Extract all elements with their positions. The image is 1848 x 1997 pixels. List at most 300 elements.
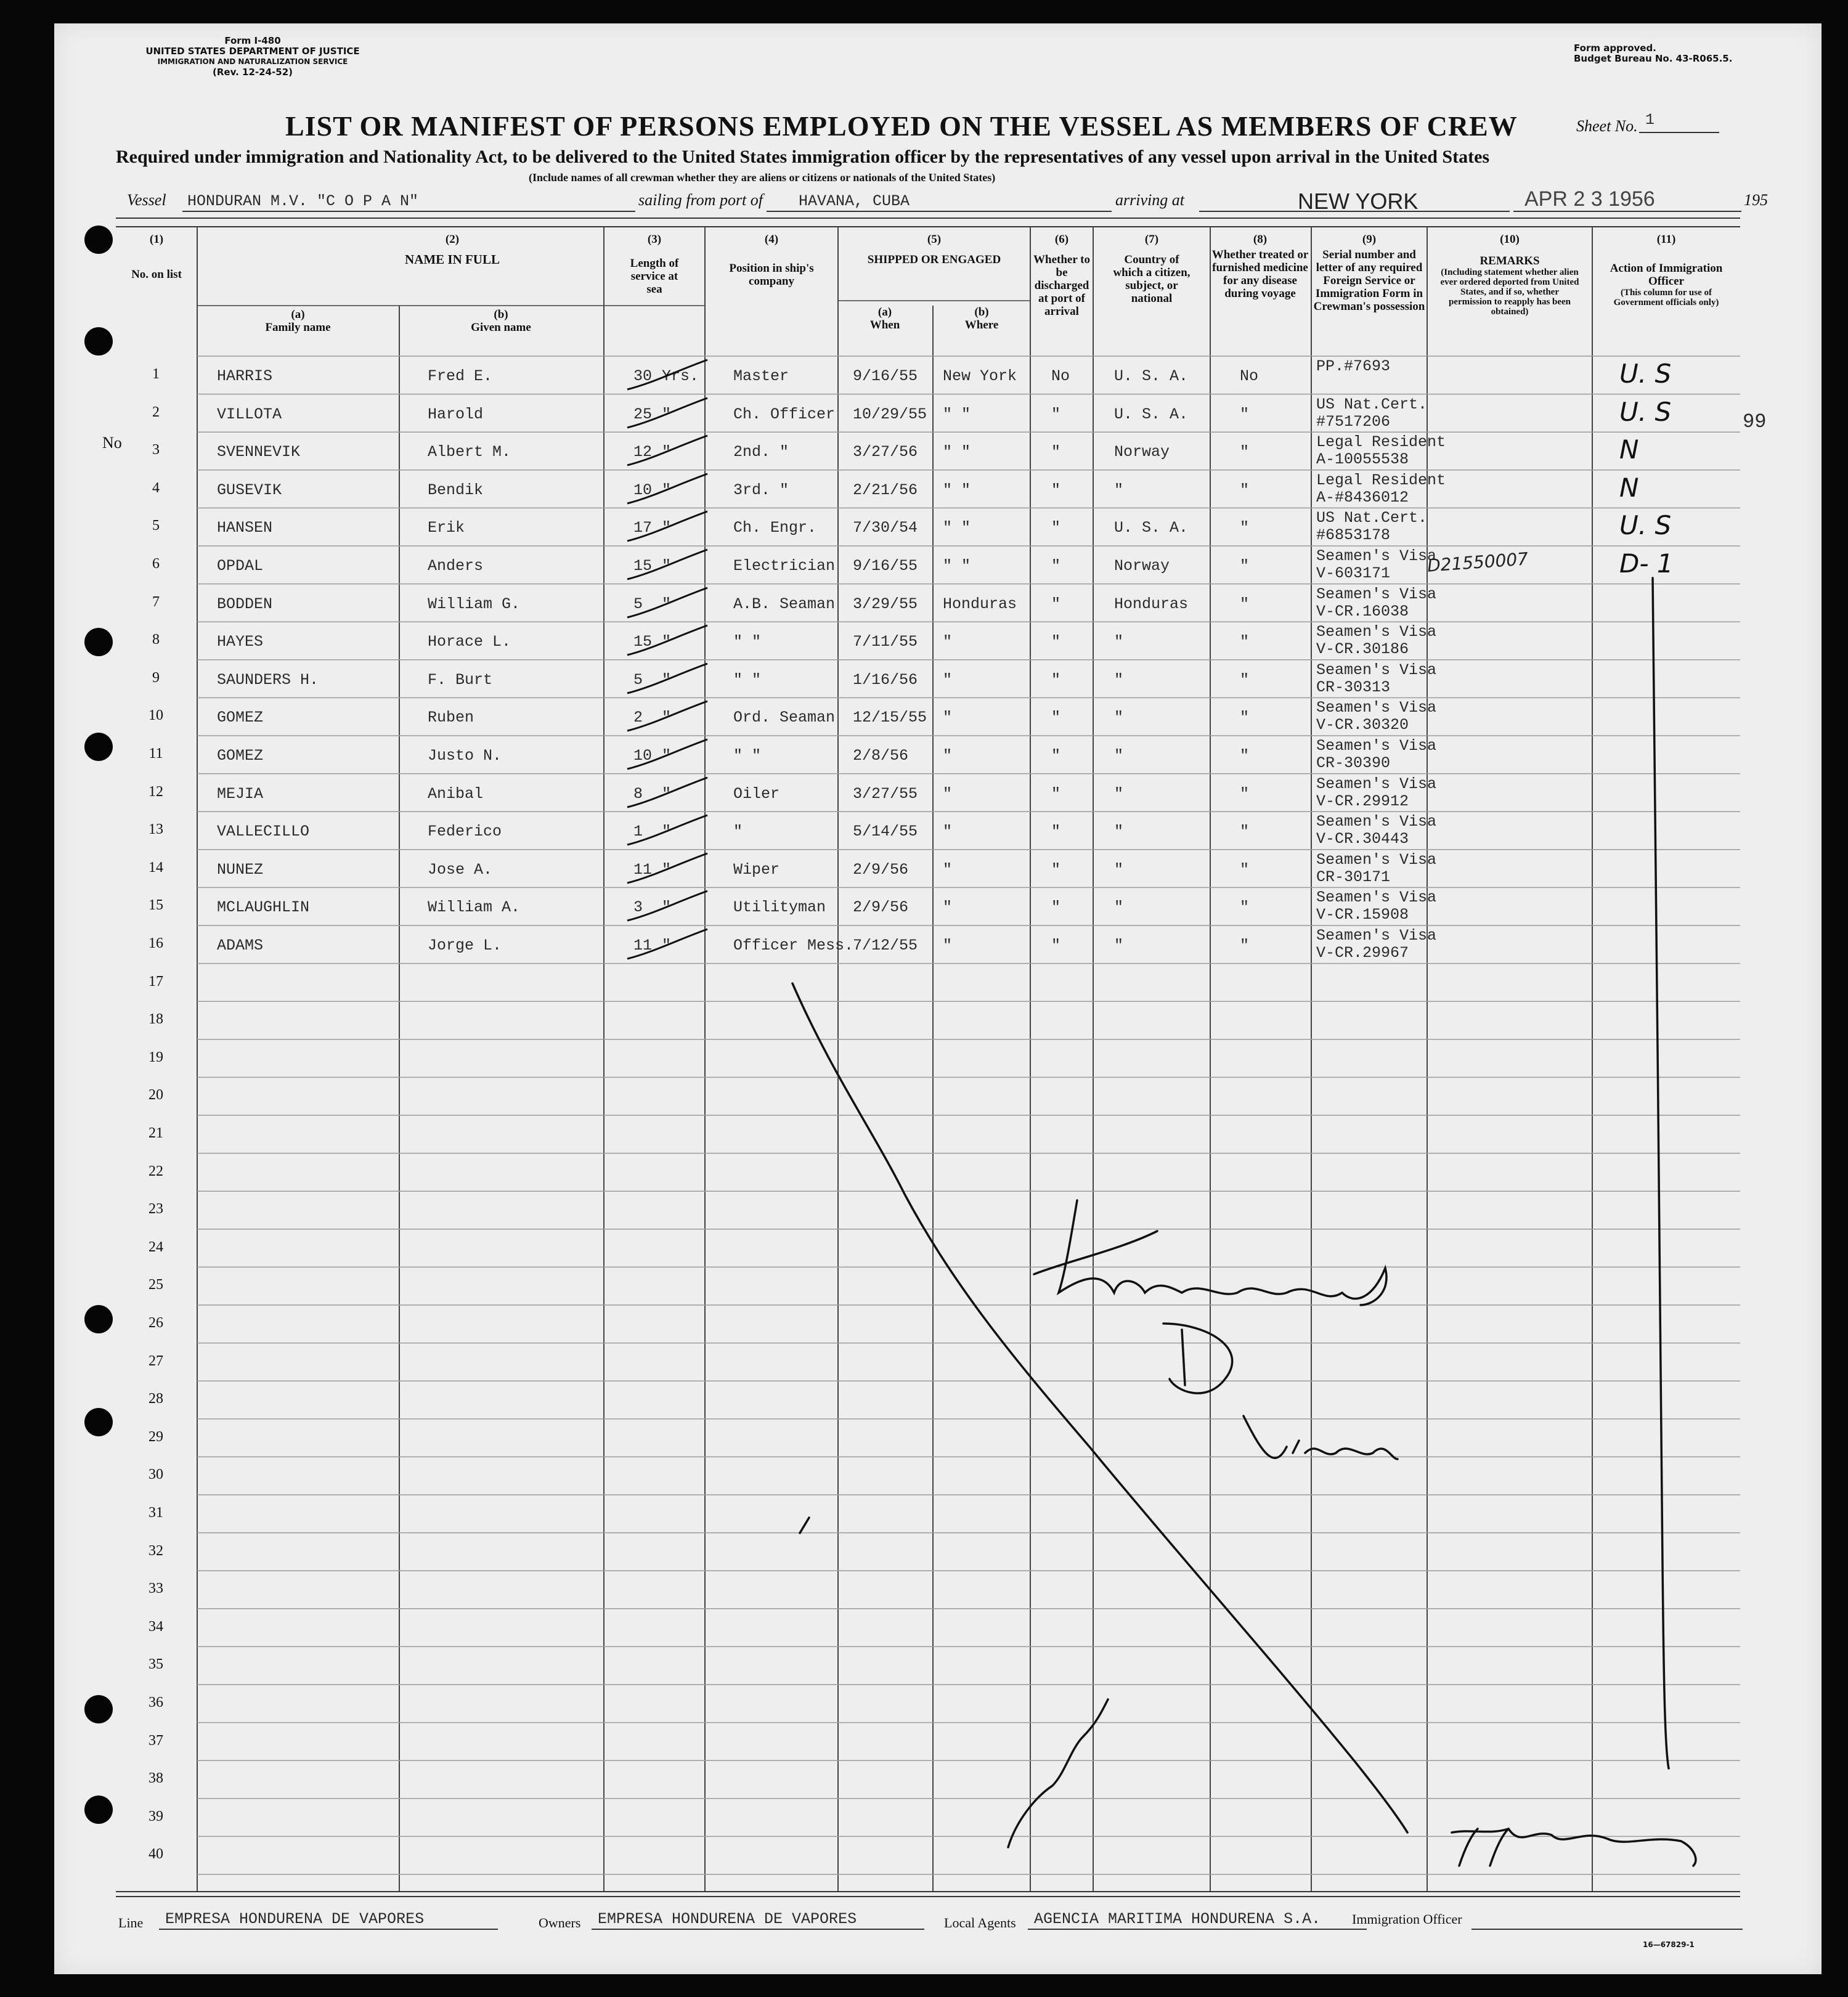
service-strike-mark [621, 928, 714, 965]
col5a-title: When [869, 319, 900, 331]
row-number: 34 [149, 1618, 163, 1635]
shipped-where: " " [943, 557, 971, 575]
position: " " [733, 670, 762, 689]
row-number: 15 [149, 897, 163, 914]
service-length: 11 [633, 937, 653, 954]
country: U. S. A. [1114, 367, 1189, 385]
col2a-title: Family name [265, 321, 331, 334]
document-line1: PP.#7693 [1316, 357, 1391, 375]
service-length: 10 [633, 747, 653, 765]
family-name: HAYES [217, 633, 264, 651]
service-length: 5 [633, 595, 643, 613]
sheet-label: Sheet No. [1576, 117, 1638, 135]
document-line1: Seamen's Visa [1316, 699, 1437, 717]
medicine: No [1240, 367, 1259, 385]
position: Officer Mess. [733, 937, 854, 954]
service-length: 15 [633, 557, 653, 575]
binder-hole [84, 628, 113, 656]
col5b-number: (b) [974, 306, 989, 319]
revision: (Rev. 12-24-52) [213, 67, 293, 78]
given-name: Harold [428, 405, 484, 423]
row-number: 28 [149, 1391, 163, 1407]
shipped-where: " [943, 633, 953, 651]
col3-number: (3) [647, 233, 662, 246]
col10-number: (10) [1500, 233, 1520, 246]
country: " [1114, 747, 1124, 765]
country: Norway [1114, 557, 1170, 575]
country: " [1114, 709, 1124, 727]
service-unit: " [662, 595, 672, 613]
given-name: Fred E. [428, 367, 493, 385]
family-name: BODDEN [217, 595, 273, 613]
country: U. S. A. [1114, 519, 1189, 537]
officer-action: N [1619, 472, 1639, 503]
col9-title: Serial number and letter of any required Foreign Service or Immigration Form in Crewman's possession [1313, 248, 1425, 313]
document-line1: Legal Resident [1316, 471, 1446, 489]
document-line2: CR-30390 [1316, 754, 1391, 772]
medicine: " [1240, 784, 1250, 803]
document-line2: CR-30171 [1316, 868, 1391, 886]
medicine: " [1240, 595, 1250, 613]
service-length: 8 [633, 784, 643, 803]
shipped-where: " " [943, 481, 971, 499]
document-line1: US Nat.Cert. [1316, 395, 1428, 413]
shipped-where: " " [943, 519, 971, 537]
col5-number: (5) [927, 233, 942, 246]
family-name: VALLECILLO [217, 823, 310, 841]
shipped-when: 10/29/55 [853, 405, 927, 423]
service-unit: " [662, 784, 672, 803]
shipped-where: " [943, 860, 953, 879]
family-name: OPDAL [217, 557, 264, 575]
medicine: " [1240, 443, 1250, 462]
manifest-sheet [54, 23, 1822, 1974]
country: " [1114, 937, 1124, 954]
service-strike-mark [621, 587, 714, 624]
given-name: Anders [428, 557, 484, 575]
document-line1: Seamen's Visa [1316, 737, 1437, 755]
shipped-when: 7/12/55 [853, 937, 918, 954]
service-length: 10 [633, 481, 653, 499]
shipped-when: 2/21/56 [853, 481, 918, 499]
family-name: VILLOTA [217, 405, 282, 423]
given-name: Anibal [428, 784, 484, 803]
col2-number: (2) [445, 233, 460, 246]
position: Ch. Engr. [733, 519, 817, 537]
service-unit: " [662, 747, 672, 765]
medicine: " [1240, 405, 1250, 423]
family-name: NUNEZ [217, 860, 264, 879]
medicine: " [1240, 481, 1250, 499]
discharge: " [1051, 823, 1061, 841]
country: " [1114, 481, 1124, 499]
col2b-number: (b) [494, 308, 508, 321]
col5-title: SHIPPED OR ENGAGED [867, 253, 1001, 266]
col11-note: (This column for use of Government officials only) [1613, 288, 1719, 307]
row-number: 19 [149, 1049, 163, 1065]
document-line1: Seamen's Visa [1316, 850, 1437, 869]
document-line1: Seamen's Visa [1316, 585, 1437, 603]
service-strike-mark [621, 473, 714, 510]
row-number: 31 [149, 1505, 163, 1521]
agents-label: Local Agents [944, 1915, 1016, 1930]
row-number: 8 [152, 632, 160, 648]
service-unit: " [662, 557, 672, 575]
family-name: HARRIS [217, 367, 273, 385]
document-line1: Seamen's Visa [1316, 775, 1437, 793]
medicine: " [1240, 709, 1250, 727]
position: 3rd. " [733, 481, 789, 499]
binder-hole [84, 1796, 113, 1824]
col10-title: REMARKS [1480, 254, 1540, 267]
medicine: " [1240, 823, 1250, 841]
officer-action: U. S [1619, 359, 1672, 389]
row-number: 36 [149, 1694, 163, 1710]
discharge: " [1051, 860, 1061, 879]
shipped-when: 2/8/56 [853, 747, 909, 765]
shipped-when: 3/27/56 [853, 443, 918, 462]
row-number: 30 [149, 1466, 163, 1483]
col10-note: (Including statement whether alien ever ordered deported from United States, and if so, whether permission to reapply has been obtained) [1440, 267, 1579, 317]
col7-number: (7) [1144, 233, 1159, 246]
row-number: 39 [149, 1808, 163, 1824]
service-length: 5 [633, 670, 643, 689]
service-length: 12 [633, 443, 653, 462]
document-line2: V-CR.15908 [1316, 906, 1409, 924]
service-unit: " [662, 937, 672, 954]
shipped-when: 2/9/56 [853, 898, 909, 917]
col2b-title: Given name [471, 321, 531, 334]
row-number: 40 [149, 1846, 163, 1863]
service-strike-mark [621, 890, 714, 927]
given-name: F. Burt [428, 670, 493, 689]
row-number: 27 [149, 1352, 163, 1369]
owners-field [592, 1908, 924, 1930]
row-number: 11 [149, 746, 163, 762]
row-number: 6 [152, 556, 160, 572]
given-name: Albert M. [428, 443, 511, 462]
document-line2: CR-30313 [1316, 678, 1391, 696]
service-unit: " [662, 519, 672, 537]
shipped-where: " [943, 823, 953, 841]
family-name: GOMEZ [217, 747, 264, 765]
position: Electrician [733, 557, 836, 575]
country: " [1114, 860, 1124, 879]
document-line1: Legal Resident [1316, 433, 1446, 452]
country: Norway [1114, 443, 1170, 462]
given-name: Jorge L. [428, 937, 502, 954]
row-number: 10 [149, 707, 163, 724]
agents-value: AGENCIA MARITIMA HONDURENA S.A. [1034, 1910, 1321, 1928]
service-strike-mark [621, 662, 714, 699]
discharge: " [1051, 747, 1061, 765]
position: Oiler [733, 784, 780, 803]
service-length: 11 [633, 860, 653, 879]
given-name: Federico [428, 823, 502, 841]
col5b-title: Where [964, 319, 999, 331]
service-unit: " [662, 443, 672, 462]
col2a-number: (a) [291, 308, 305, 321]
binder-hole [84, 1305, 113, 1333]
document-line2: A-10055538 [1316, 450, 1409, 469]
row-number: 23 [149, 1201, 163, 1218]
year-label: 195 [1744, 191, 1768, 209]
service-unit: " [662, 670, 672, 689]
row-number: 3 [152, 442, 160, 458]
service-strike-mark [621, 397, 714, 434]
col11-title: Action of Immigration Officer [1610, 262, 1723, 288]
service-length: 15 [633, 633, 653, 651]
row-number: 13 [149, 821, 163, 838]
document-line1: Seamen's Visa [1316, 547, 1437, 565]
shipped-where: " [943, 898, 953, 917]
row-number: 4 [152, 479, 160, 496]
service-length: 17 [633, 519, 653, 537]
port-label: sailing from port of [638, 191, 763, 209]
print-code: 16—67829-1 [1643, 1940, 1695, 1949]
discharge: " [1051, 405, 1061, 423]
row-number: 20 [149, 1087, 163, 1104]
position: Utilityman [733, 898, 826, 917]
family-name: ADAMS [217, 937, 264, 954]
service-length: 1 [633, 823, 643, 841]
service-unit: " [662, 405, 672, 423]
vessel-name: HONDURAN M.V. "C O P A N" [187, 192, 419, 210]
document-line2: #6853178 [1316, 526, 1391, 545]
shipped-when: 7/30/54 [853, 519, 918, 537]
binder-hole [84, 226, 113, 254]
col1-number: (1) [149, 233, 164, 246]
row-number: 18 [149, 1011, 163, 1028]
discharge: " [1051, 937, 1061, 954]
country: Honduras [1114, 595, 1189, 613]
officer-label: Immigration Officer [1352, 1911, 1462, 1927]
service-strike-mark [621, 814, 714, 851]
service-unit: " [662, 860, 672, 879]
row-number: 12 [149, 783, 163, 800]
shipped-when: 5/14/55 [853, 823, 918, 841]
service-length: 25 [633, 405, 653, 423]
given-name: Jose A. [428, 860, 493, 879]
country: " [1114, 633, 1124, 651]
given-name: William G. [428, 595, 521, 613]
shipped-when: 2/9/56 [853, 860, 909, 879]
col4-title: Position in ship's company [729, 262, 814, 288]
binder-hole [84, 1408, 113, 1436]
shipped-where: " " [943, 443, 971, 462]
row-number: 35 [149, 1656, 163, 1673]
sheet-no: 1 [1645, 111, 1655, 129]
service-unit: " [662, 709, 672, 727]
given-name: Erik [428, 519, 465, 537]
document-line2: V-CR.16038 [1316, 602, 1409, 620]
service-strike-mark [621, 738, 714, 775]
service-strike-mark [621, 852, 714, 889]
row-number: 21 [149, 1125, 163, 1141]
budget-bureau: Budget Bureau No. 43-R065.5. [1574, 53, 1733, 64]
vessel-label: Vessel [127, 191, 166, 209]
row-number: 22 [149, 1163, 163, 1179]
shipped-when: 12/15/55 [853, 709, 927, 727]
medicine: " [1240, 747, 1250, 765]
country: " [1114, 670, 1124, 689]
remark-row6: D21550007 [1427, 548, 1529, 576]
line-field [159, 1908, 498, 1930]
discharge: " [1051, 557, 1061, 575]
col1-title: No. on list [131, 268, 182, 281]
document-line2: V-603171 [1316, 564, 1391, 582]
position: " [733, 823, 743, 841]
document-line2: V-CR.30186 [1316, 640, 1409, 659]
medicine: " [1240, 557, 1250, 575]
position: " " [733, 747, 762, 765]
col2-title: NAME IN FULL [404, 252, 500, 267]
document-line2: V-CR.29967 [1316, 944, 1409, 962]
country: " [1114, 898, 1124, 917]
shipped-when: 9/16/55 [853, 367, 918, 385]
document-line2: V-CR.30320 [1316, 716, 1409, 734]
line-label: Line [118, 1915, 144, 1930]
given-name: Ruben [428, 709, 474, 727]
shipped-where: " " [943, 405, 971, 423]
document-line2: A-#8436012 [1316, 488, 1409, 506]
service-strike-mark [621, 548, 714, 585]
row-number: 37 [149, 1732, 163, 1749]
row-number: 25 [149, 1277, 163, 1293]
service-unit: " [662, 633, 672, 651]
row-number: 38 [149, 1770, 163, 1787]
service-strike-mark [621, 700, 714, 737]
document-line1: Seamen's Visa [1316, 623, 1437, 641]
col7-title: Country of which a citizen, subject, or national [1113, 253, 1191, 305]
service-length: 30 [633, 367, 653, 385]
family-name: MEJIA [217, 784, 264, 803]
service-strike-mark [621, 434, 714, 471]
discharge: " [1051, 633, 1061, 651]
row-number: 16 [149, 935, 163, 951]
given-name: Justo N. [428, 747, 502, 765]
shipped-where: " [943, 670, 953, 689]
shipped-where: " [943, 709, 953, 727]
arriving-port: NEW YORK [1298, 189, 1419, 214]
col9-number: (9) [1362, 233, 1377, 246]
service-unit: " [662, 823, 672, 841]
given-name: William A. [428, 898, 521, 917]
medicine: " [1240, 937, 1250, 954]
shipped-where: New York [943, 367, 1017, 385]
given-name: Bendik [428, 481, 484, 499]
col8-title: Whether treated or furnished medicine for any disease during voyage [1211, 248, 1309, 300]
shipped-when: 1/16/56 [853, 670, 918, 689]
col8-number: (8) [1253, 233, 1268, 246]
arrival-date-stamp: APR 2 3 1956 [1524, 187, 1655, 211]
department: UNITED STATES DEPARTMENT OF JUSTICE [145, 46, 360, 57]
discharge: " [1051, 709, 1061, 727]
medicine: " [1240, 633, 1250, 651]
owners-value: EMPRESA HONDURENA DE VAPORES [598, 1910, 857, 1928]
arriving-label: arriving at [1115, 191, 1184, 209]
row-number: 26 [149, 1315, 163, 1331]
officer-field [1471, 1908, 1743, 1930]
discharge: " [1051, 595, 1061, 613]
row-number: 1 [152, 366, 160, 382]
crew-rows [54, 23, 1822, 1974]
position: 2nd. " [733, 443, 789, 462]
row-number: 24 [149, 1238, 163, 1255]
row-number: 33 [149, 1580, 163, 1597]
medicine: " [1240, 670, 1250, 689]
margin-note-99: 99 [1743, 410, 1767, 433]
position: A.B. Seaman [733, 595, 836, 613]
row-number: 14 [149, 859, 163, 876]
row-number: 32 [149, 1542, 163, 1559]
col11-number: (11) [1656, 233, 1676, 246]
family-name: GUSEVIK [217, 481, 282, 499]
position: Master [733, 367, 789, 385]
owners-label: Owners [539, 1915, 581, 1930]
service-unit: " [662, 898, 672, 917]
form-approved: Form approved. [1574, 43, 1656, 54]
discharge: No [1051, 367, 1070, 385]
form-number: Form I-480 [224, 35, 281, 46]
col4-number: (4) [764, 233, 779, 246]
row-number: 5 [152, 518, 160, 534]
document-line2: V-CR.29912 [1316, 792, 1409, 810]
service-strike-mark [621, 776, 714, 813]
position: Ord. Seaman [733, 709, 836, 727]
row-number: 29 [149, 1428, 163, 1445]
country: " [1114, 784, 1124, 803]
officer-action: U. S [1619, 510, 1672, 541]
row-number: 17 [149, 973, 163, 990]
row-number: 9 [152, 669, 160, 686]
service-unit: " [662, 481, 672, 499]
service-length: 2 [633, 709, 643, 727]
document-line1: Seamen's Visa [1316, 661, 1437, 679]
agents-field [1028, 1908, 1367, 1930]
officer-action: N [1619, 434, 1639, 465]
service-strike-mark [621, 624, 714, 661]
service-strike-mark [621, 510, 714, 547]
medicine: " [1240, 860, 1250, 879]
binder-hole [84, 1695, 113, 1723]
document-line2: V-CR.30443 [1316, 830, 1409, 848]
family-name: HANSEN [217, 519, 273, 537]
binder-hole [84, 733, 113, 761]
shipped-when: 9/16/55 [853, 557, 918, 575]
family-name: MCLAUGHLIN [217, 898, 310, 917]
position: Ch. Officer [733, 405, 836, 423]
medicine: " [1240, 898, 1250, 917]
row-number: 2 [152, 404, 160, 420]
officer-action: U. S [1619, 396, 1672, 427]
shipped-where: " [943, 747, 953, 765]
family-name: GOMEZ [217, 709, 264, 727]
binder-hole [84, 327, 113, 356]
service-unit: Yrs. [662, 367, 699, 385]
medicine: " [1240, 519, 1250, 537]
discharge: " [1051, 784, 1061, 803]
service-strike-mark [621, 359, 714, 396]
document-line2: #7517206 [1316, 412, 1391, 431]
shipped-where: " [943, 784, 953, 803]
document-line1: Seamen's Visa [1316, 813, 1437, 831]
line-value: EMPRESA HONDURENA DE VAPORES [165, 1910, 425, 1928]
form-title: LIST OR MANIFEST OF PERSONS EMPLOYED ON THE VESSEL AS MEMBERS OF CREW [285, 110, 1518, 142]
country: " [1114, 823, 1124, 841]
country: U. S. A. [1114, 405, 1189, 423]
col3-title: Length of service at sea [630, 257, 679, 296]
